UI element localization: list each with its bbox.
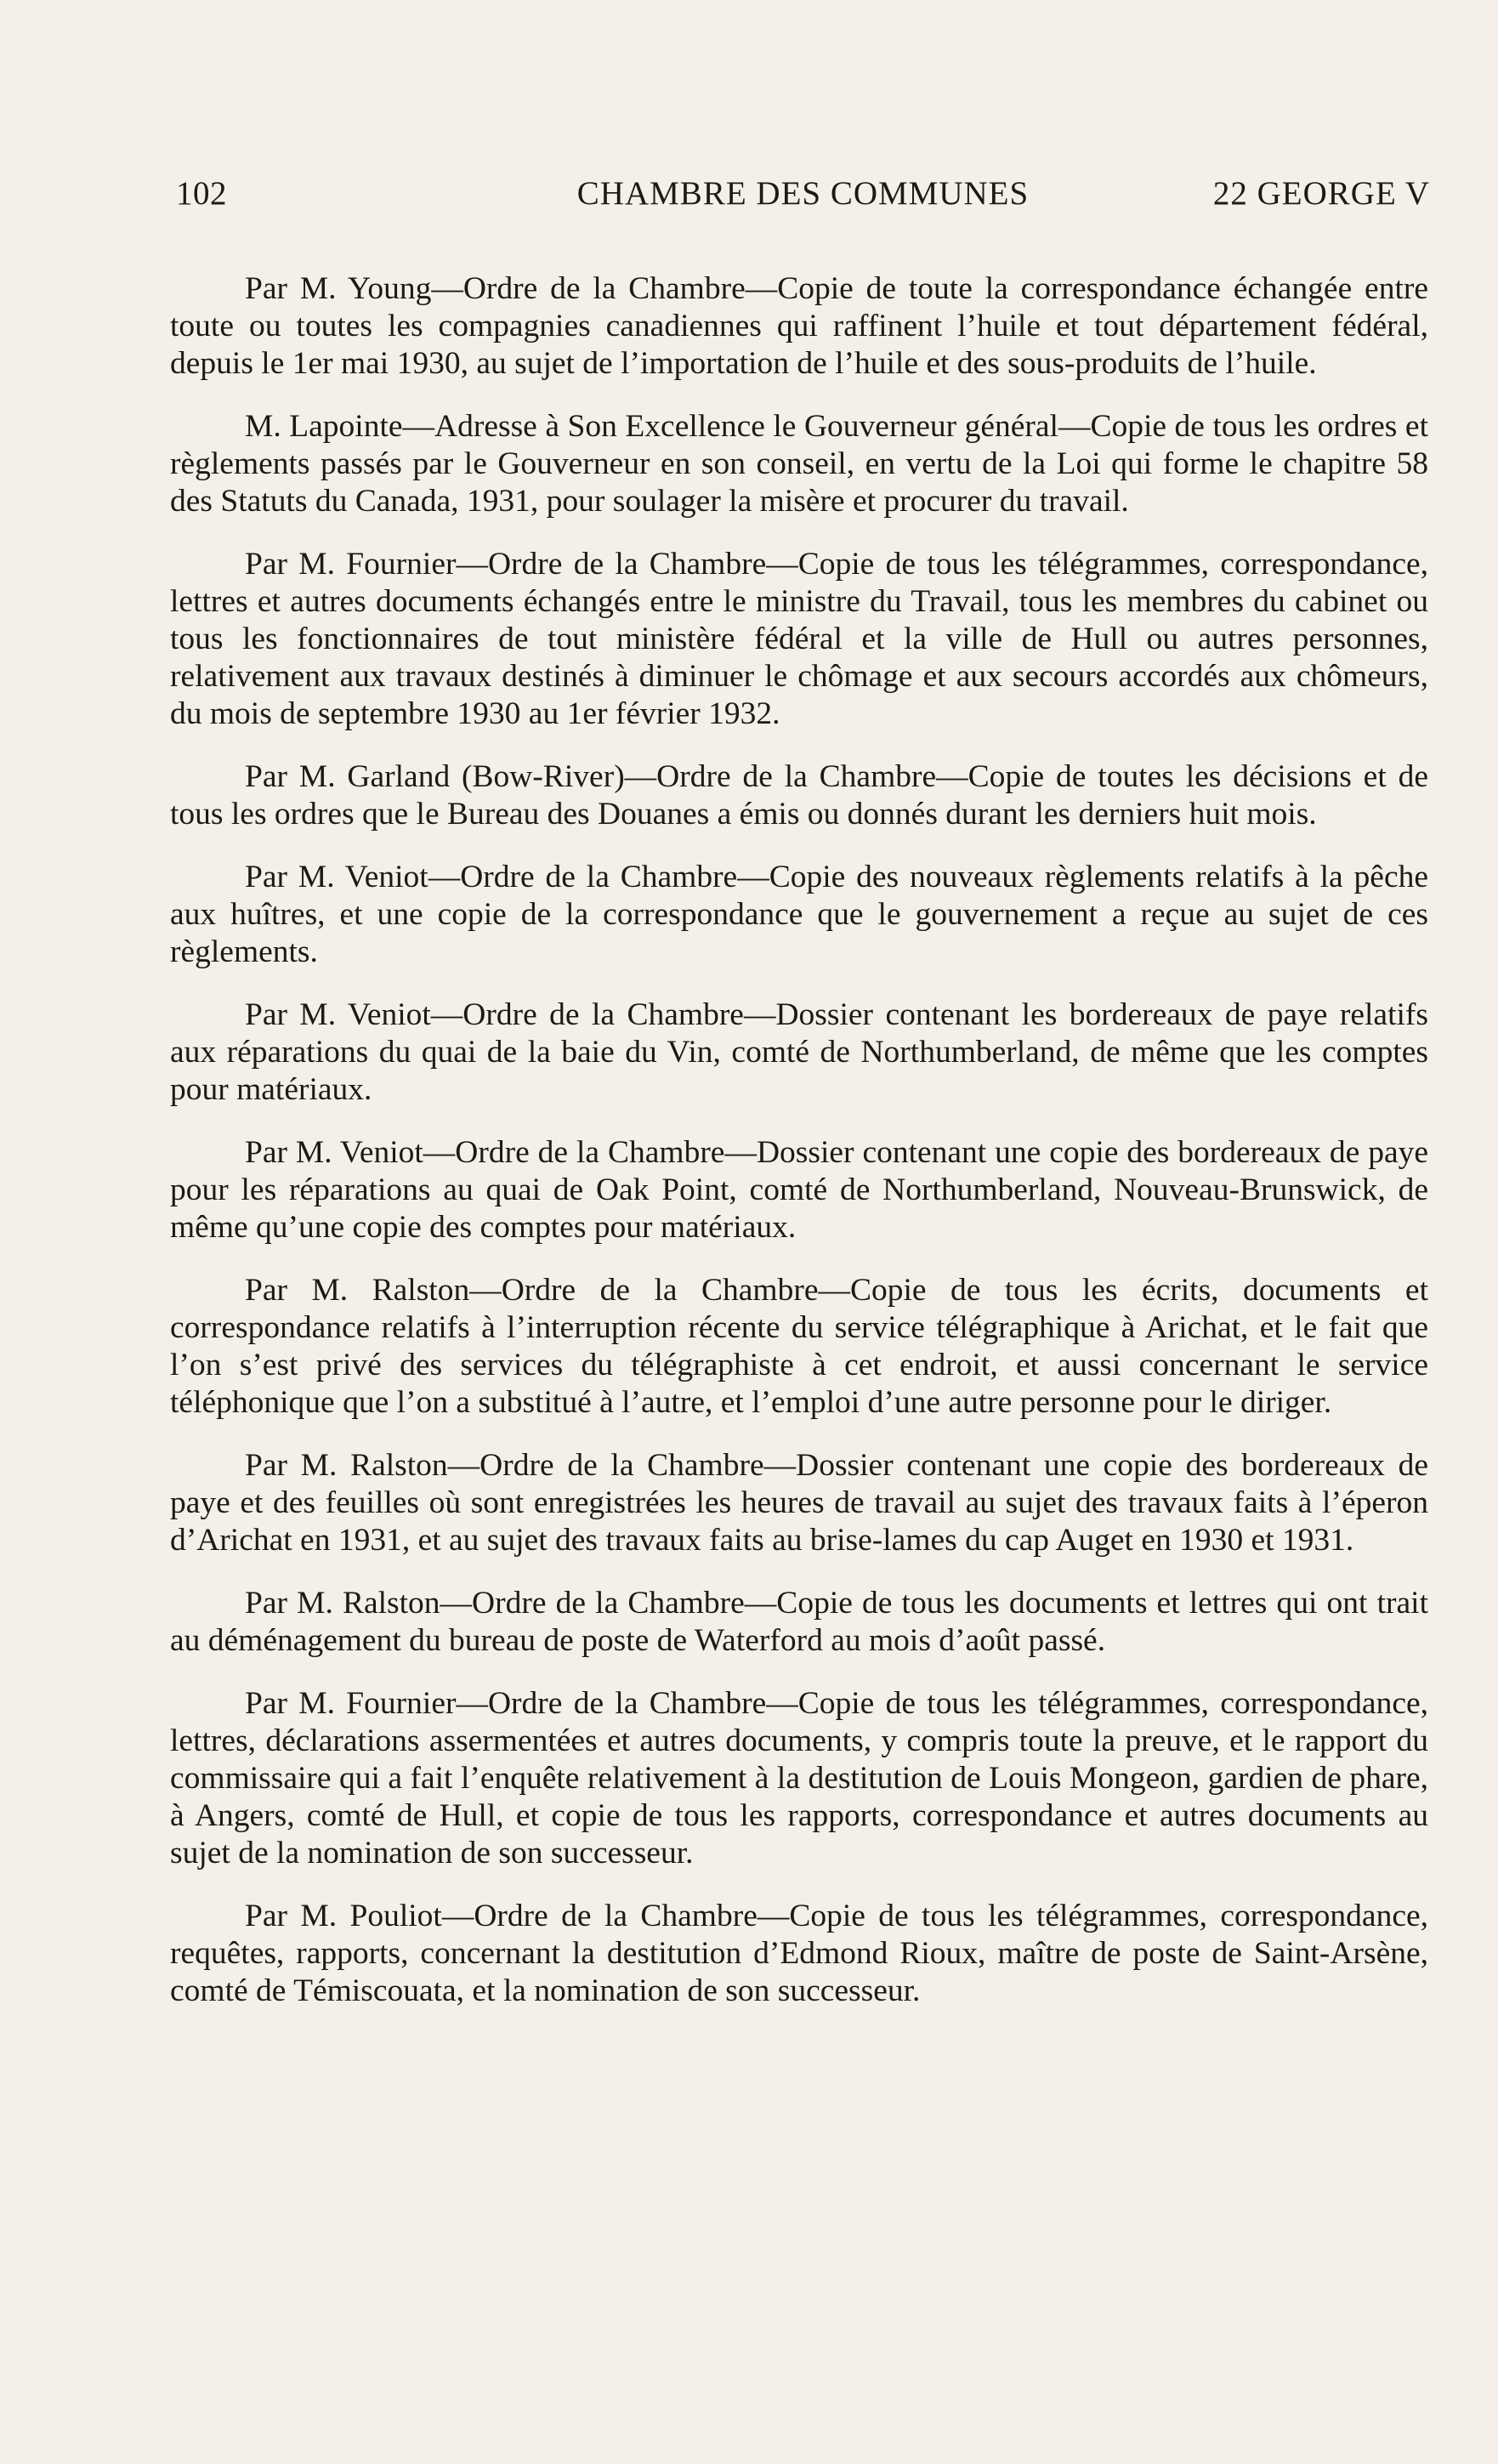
reign-label: 22 GEORGE V (1212, 175, 1430, 212)
paragraph-lapointe: M. Lapointe—Adresse à Son Excellence le Gouverneur général—Copie de tous les ordres et règlements passés par le Gouverneur en son conseil, en vertu de la Loi qui forme le chapitre 58 des Statuts du Canada, 1931, pour soulager la misère et procurer du travail. (170, 409, 1428, 519)
journal-title: CHAMBRE DES COMMUNES (576, 175, 1030, 212)
paragraph-fournier-mongeon: Par M. Fournier—Ordre de la Chambre—Copie de tous les télégrammes, correspondance, lettres, déclarations assermentées et autres documents, y compris toute la preuve, et le rapport du commissaire qui a fait l’enquête relativement à la destitution de Louis Mongeon, gardien de phare, à Angers, comté de Hull, et copie de tous les rapports, correspondance et autres documents au sujet de la nomination de son successeur. (170, 1686, 1428, 1871)
paragraph-pouliot-rioux: Par M. Pouliot—Ordre de la Chambre—Copie de tous les télégrammes, correspondance, requêtes, rapports, concernant la destitution d’Edmond Rioux, maître de poste de Saint-Arsène, comté de Témiscouata, et la nomination de son successeur. (170, 1899, 1428, 2008)
paragraph-fournier-hull: Par M. Fournier—Ordre de la Chambre—Copie de tous les télégrammes, correspondance, lettres et autres documents échangés entre le ministre du Travail, tous les membres du cabinet ou tous les fonctionnaires de tout ministère fédéral et la ville de Hull ou autres personnes, relativement aux travaux destinés à diminuer le chômage et aux secours accordés aux chômeurs, du mois de septembre 1930 au 1er février 1932. (170, 547, 1428, 731)
paragraph-veniot-baie-du-vin: Par M. Veniot—Ordre de la Chambre—Dossier contenant les bordereaux de paye relatifs aux réparations du quai de la baie du Vin, comté de Northumberland, de même que les comptes pour matériaux. (170, 997, 1428, 1107)
paragraph-veniot-oak-point: Par M. Veniot—Ordre de la Chambre—Dossier contenant une copie des bordereaux de paye pour les réparations au quai de Oak Point, comté de Northumberland, Nouveau-Brunswick, de même qu’une copie des comptes pour matériaux. (170, 1135, 1428, 1245)
paragraph-garland: Par M. Garland (Bow-River)—Ordre de la Chambre—Copie de toutes les décisions et de tous les ordres que le Bureau des Douanes a émis ou donnés durant les derniers huit mois. (170, 759, 1428, 832)
page-number: 102 (176, 175, 227, 212)
paragraph-ralston-waterford: Par M. Ralston—Ordre de la Chambre—Copie de tous les documents et lettres qui ont trait au déménagement du bureau de poste de Waterford au mois d’août passé. (170, 1586, 1428, 1658)
document-body (170, 270, 1428, 2035)
paragraph-veniot-huitres: Par M. Veniot—Ordre de la Chambre—Copie des nouveaux règlements relatifs à la pêche aux huîtres, et une copie de la correspondance que le gouvernement a reçue au sujet de ces règlements. (170, 860, 1428, 969)
paragraph-ralston-arichat-eperon: Par M. Ralston—Ordre de la Chambre—Dossier contenant une copie des bordereaux de paye et des feuilles où sont enregistrées les heures de travail au sujet des travaux faits à l’éperon d’Arichat en 1931, et au sujet des travaux faits au brise-lames du cap Auget en 1930 et 1931. (170, 1448, 1428, 1558)
paragraph-ralston-arichat-telegraphe: Par M. Ralston—Ordre de la Chambre—Copie de tous les écrits, documents et correspondance relatifs à l’interruption récente du service télégraphique à Arichat, et le fait que l’on s’est privé des services du télégraphiste à cet endroit, et aussi concernant le service téléphonique que l’on a substitué à l’autre, et l’emploi d’une autre personne pour le diriger. (170, 1273, 1428, 1420)
paragraph-young: Par M. Young—Ordre de la Chambre—Copie de toute la correspondance échangée entre toute ou toutes les compagnies canadiennes qui raffinent l’huile et tout département fédéral, depuis le 1er mai 1930, au sujet de l’importation de l’huile et des sous-produits de l’huile. (170, 271, 1428, 381)
running-header (176, 174, 1430, 217)
